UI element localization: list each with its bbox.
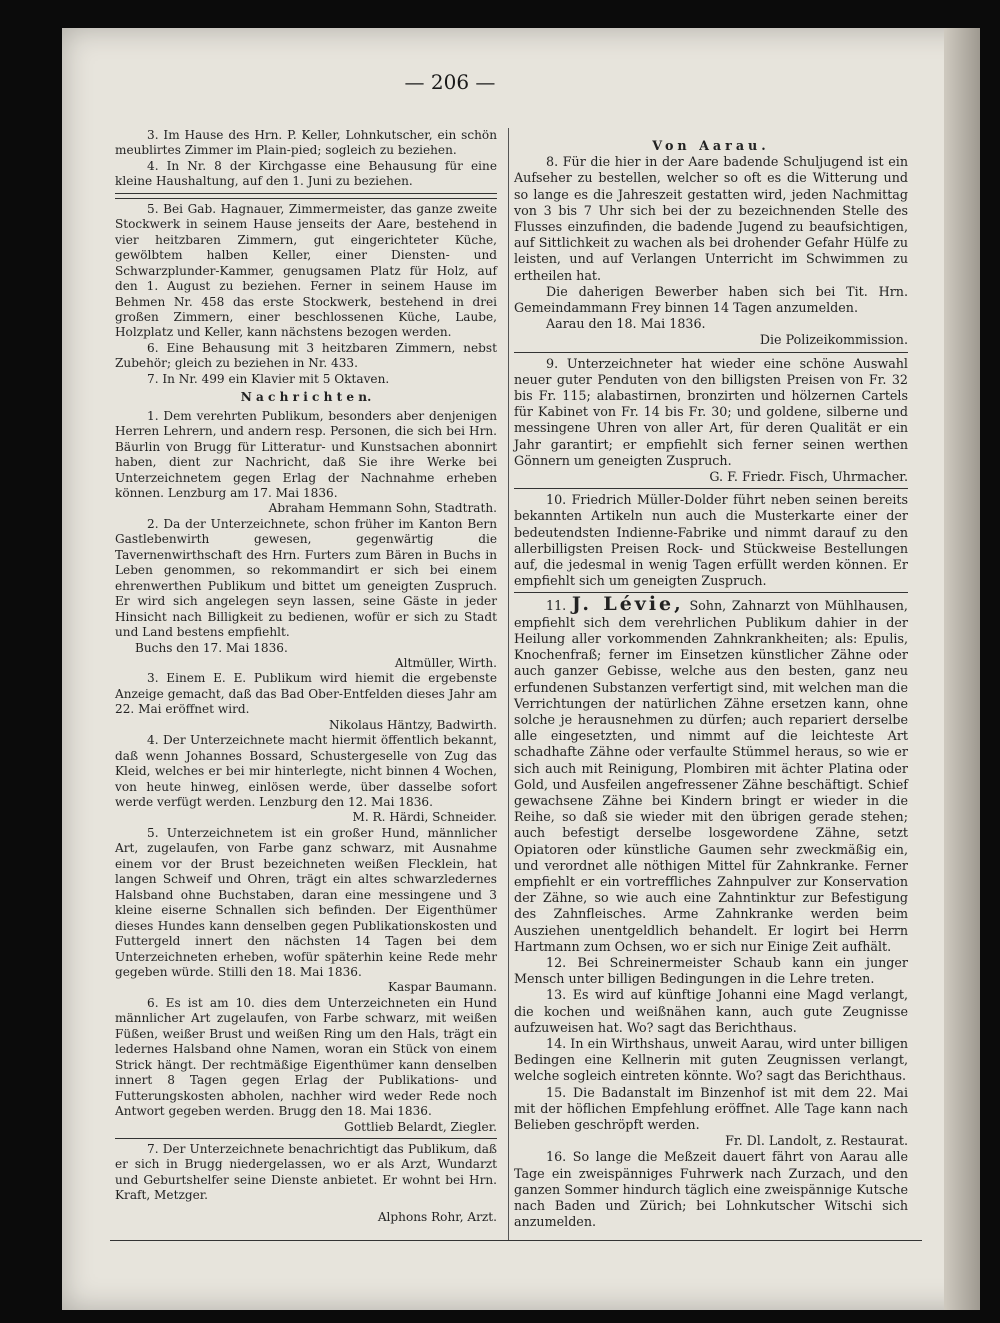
notice-left-7: 7. In Nr. 499 ein Klavier mit 5 Oktaven.: [147, 371, 390, 386]
signature: M. R. Härdi, Schneider.: [352, 810, 497, 825]
notice-right-12: 12. Bei Schreinermeister Schaub kann ein junger Mensch unter billigen Bedingungen in die Lehre treten.: [514, 954, 908, 987]
signature: Kaspar Baumann.: [387, 980, 497, 995]
column-divider: [508, 128, 509, 1240]
left-column: [115, 128, 497, 1225]
page-number: — 206 —: [404, 70, 496, 94]
notice-left-5: 5. Bei Gab. Hagnauer, Zimmermeister, das ganze zweite Stockwerk in seinem Hause jenseits der Aare, bestehend in vier heitzbaren Zimmern, gut eingerichteter Küche, gewölbtem halben Keller, einer Diensten- und Schwarzplunder-Kammer, genugsamen Platz für Holz, auf den 1. August zu beziehen. Ferner in seinem Hause im Behmen Nr. 458 das erste Stockwerk, bestehend in drei großen Zimmern, einer beschlossenen Küche, Laube, Holzplatz und Keller, kann nächstens bezogen werden.: [115, 201, 497, 340]
signature: Die Polizeikommission.: [759, 332, 908, 348]
signature: Alphons Rohr, Arzt.: [377, 1209, 497, 1224]
notice-right-11: [514, 593, 908, 954]
nachricht-4: 4. Der Unterzeichnete macht hiermit öffentlich bekannt, daß wenn Johannes Bossard, Schustergeselle von Zug das Kleid, welches er bei mir hinterlegte, nicht binnen 4 Wochen, von heute hinweg, einlösen werde, über dasselbe sofort werde verfügt werden. Lenzburg den 12. Mai 1836.: [115, 733, 497, 810]
right-column: [514, 138, 908, 1230]
section-divider: [115, 193, 497, 199]
notice-body: Sohn, Zahnarzt von Mühlhausen, empfiehlt sich dem verehrlichen Publikum dahier in der Heilung aller vorkommenden Zahnkrankheiten; als: Epulis, Knochenfraß; ferner im Einsetzen künstlicher Zähne oder auch ganzer Gebisse, welche aus den besten, ganz neu erfundenen Substanzen verfertigt sind, mit welchen man die Verrichtungen der natürlichen Zähne ersetzen kann, ohne solche je herausnehmen zu dürfen; auch repariert derselbe alle eingesetzten, und nimmt auf die leichteste Art schadhafte Zähne oder verfaulte Stümmel heraus, so wie er sich auch mit Reinigung, Plombiren mit ächter Platina oder Gold, und Ausfeilen angefressener Zähne beschäftigt. Schief gewachsene Zähne bei Kindern bringt er wieder in die Reihe, so daß sie wieder mit den übrigen gerade stehen; auch befestigt derselbe losgewordene Zähne, setzt Opiatoren oder künstliche Gaumen sehr zweckmäßig ein, und verordnet alle nöthigen Mittel für Zahnkranke. Ferner empfiehlt er ein vortreffliches Zahnpulver zur Konservation der Zähne, so wie auch eine Zahntinktur zur Befestigung des Zahnfleisches. Arme Zahnkranke werden beim Ausziehen unentgeldlich behandelt. Er logirt bei Herrn Hartmann zum Ochsen, wo er sich nur Einige Zeit aufhält.: [514, 598, 908, 954]
dateline: Aarau den 18. Mai 1836.: [546, 316, 706, 332]
dateline: Buchs den 17. Mai 1836.: [135, 640, 288, 655]
nachricht-1: 1. Dem verehrten Publikum, besonders aber denjenigen Herren Lehrern, und andern resp. Personen, die sich bei Hrn. Bäurlin von Brugg für Litteratur- und Kunstsachen abonnirt haben, dient zur Nachricht, daß Sie ihre Werke bei Unterzeichnetem gegen Erlag der Nachnahme erheben können. Lenzburg am 17. Mai 1836.: [115, 408, 497, 500]
signature: Fr. Dl. Landolt, z. Restaurat.: [725, 1133, 908, 1149]
bottom-rule: [110, 1240, 922, 1241]
notice-number: 11.: [546, 598, 567, 614]
section-heading-aarau: Von Aarau.: [652, 138, 770, 153]
notice-left-3: 3. Im Hause des Hrn. P. Keller, Lohnkutscher, ein schön meublirtes Zimmer im Plain-pied; sogleich zu beziehen.: [115, 128, 497, 158]
section-divider: [514, 488, 908, 489]
notice-right-13: 13. Es wird auf künftige Johanni eine Magd verlangt, die kochen und weißnähen kann, auch gute Zeugnisse aufzuweisen hat. Wo? sagt das Berichthaus.: [514, 987, 908, 1035]
nachricht-6: 6. Es ist am 10. dies dem Unterzeichneten ein Hund männlicher Art zugelaufen, von Farbe schwarz, mit weißen Füßen, weißer Brust und weißen Ring um den Hals, trägt ein ledernes Halsband ohne Namen, woran ein Stück von einem Strick hängt. Der rechtmäßige Eigenthümer kann denselben innert 8 Tagen gegen Erlag der Publikations- und Futterungskosten abholen, nachher wird weder Rede noch Antwort gegeben werden. Brugg den 18. Mai 1836.: [115, 995, 497, 1119]
section-divider: [514, 352, 908, 353]
signature: G. F. Friedr. Fisch, Uhrmacher.: [709, 469, 908, 485]
page-edge-shadow: [944, 28, 980, 1310]
nachricht-2: 2. Da der Unterzeichnete, schon früher im Kanton Bern Gastlebenwirth gewesen, gegenwärtig die Tavernenwirthschaft des Hrn. Furters zum Bären in Buchs in Leben genommen, so rekommandirt er sich bei einem ehrenwerthen Publikum und bittet um geneigten Zuspruch. Er wird sich angelegen seyn lassen, seine Gäste in jeder Hinsicht nach Billigkeit zu bedienen, wofür er sich zu Stadt und Land bestens empfiehlt.: [115, 516, 497, 640]
signature: Gottlieb Belardt, Ziegler.: [344, 1119, 497, 1134]
signature: Abraham Hemmann Sohn, Stadtrath.: [268, 501, 497, 516]
section-heading: N a c h r i c h t e n.: [240, 390, 372, 405]
section-divider: [115, 1138, 497, 1139]
notice-right-8b: Die daherigen Bewerber haben sich bei Tit. Hrn. Gemeindammann Frey binnen 14 Tagen anzumelden.: [514, 283, 908, 316]
notice-right-16: 16. So lange die Meßzeit dauert fährt von Aarau alle Tage ein zweispänniges Fuhrwerk nach Zurzach, und den ganzen Sommer hindurch täglich eine zweispännige Kutsche nach Baden und Zürich; bei Lohnkutscher Witschi sich anzumelden.: [514, 1149, 908, 1230]
notice-right-15: 15. Die Badanstalt im Binzenhof ist mit dem 22. Mai mit der höflichen Empfehlung eröffnet. Alle Tage kann nach Belieben geschröpft werden.: [514, 1084, 908, 1132]
notice-left-6: 6. Eine Behausung mit 3 heitzbaren Zimmern, nebst Zubehör; gleich zu beziehen in Nr. 433.: [115, 340, 497, 371]
nachricht-7: 7. Der Unterzeichnete benachrichtigt das Publikum, daß er sich in Brugg niedergelassen, wo er als Arzt, Wundarzt und Geburtshelfer seine Dienste anbietet. Er wohnt bei Hrn. Kraft, Metzger.: [115, 1142, 497, 1203]
signature: Altmüller, Wirth.: [394, 655, 497, 670]
notice-right-9: 9. Unterzeichneter hat wieder eine schöne Auswahl neuer guter Penduten von den billigsten Preisen von Fr. 32 bis Fr. 115; alabastirnen, bronzirten und hölzernen Cartels für Kabinet von Fr. 14 bis Fr. 30; und goldene, silberne und messingene Uhren von aller Art, für deren Qualität er ein Jahr garantirt; er empfiehlt sich ferner seinen werthen Gönnern um geneigten Zuspruch.: [514, 355, 908, 468]
signature: Nikolaus Häntzy, Badwirth.: [328, 717, 497, 732]
advertiser-name: J. Lévie,: [571, 593, 684, 616]
notice-right-10: 10. Friedrich Müller-Dolder führt neben seinen bereits bekannten Artikeln nun auch die Musterkarte einer der bedeutendsten Indienne-Fabrike und nimmt darauf zu den allerbilligsten Preisen Rock- und Stückweise Bestellungen auf, die jedesmal in wenig Tagen erfüllt werden können. Er empfiehlt sich um geneigten Zuspruch.: [514, 492, 908, 589]
nachricht-3: 3. Einem E. E. Publikum wird hiemit die ergebenste Anzeige gemacht, daß das Bad Ober-Entfelden dieses Jahr am 22. Mai eröffnet wird.: [115, 671, 497, 717]
notice-left-4: 4. In Nr. 8 der Kirchgasse eine Behausung für eine kleine Haushaltung, auf den 1. Juni zu beziehen.: [115, 158, 497, 189]
notice-right-14: 14. In ein Wirthshaus, unweit Aarau, wird unter billigen Bedingen eine Kellnerin mit guten Zeugnissen verlangt, welche sogleich eintreten könnte. Wo? sagt das Berichthaus.: [514, 1035, 908, 1084]
nachricht-5: 5. Unterzeichnetem ist ein großer Hund, männlicher Art, zugelaufen, von Farbe ganz schwarz, mit Ausnahme einem vor der Brust bezeichneten weißen Flecklein, hat langen Schweif und Ohren, trägt ein altes schwarzledernes Halsband ohne Buchstaben, daran eine messingene und 3 kleine eiserne Schnallen sich befinden. Der Eigenthümer dieses Hundes kann denselben gegen Publikationskosten und Futtergeld innert den nächsten 14 Tagen bei dem Unterzeichneten erheben, wofür späterhin keine Rede mehr gegeben würde. Stilli den 18. Mai 1836.: [115, 825, 497, 980]
notice-right-8: 8. Für die hier in der Aare badende Schuljugend ist ein Aufseher zu bestellen, welcher so oft es die Witterung und so lange es die Jahreszeit gestatten wird, jeden Nachmittag von 3 bis 7 Uhr sich bei der zu bezeichnenden Stelle des Flusses einzufinden, die badende Jugend zu beaufsichtigen, auf Sittlichkeit zu wachen als bei drohender Gefahr Hülfe zu leisten, und auf Verlangen Unterricht im Schwimmen zu ertheilen hat.: [514, 154, 908, 283]
